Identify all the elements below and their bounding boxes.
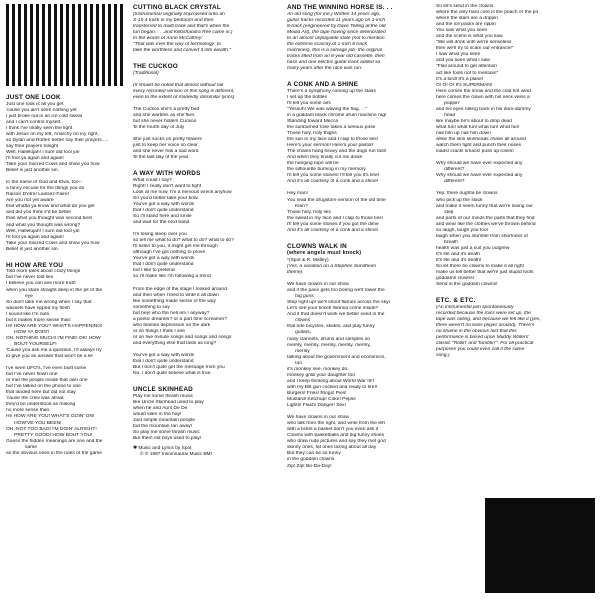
lyric-line: merrily <box>287 348 310 354</box>
lyric-line: the sweat in my face and I clap to those lies! <box>287 215 383 221</box>
lyric-line: skinny ones, fat ones lazing about all day <box>287 445 377 451</box>
lyric-line: HI! HOW ARE YOU! WHAT'S GOIN' ON! <box>6 414 95 420</box>
lyric-line: a poetic dreamer? or a part time screamer? <box>133 316 228 322</box>
lyric-line: that I don't quite understand <box>133 207 194 213</box>
lyric-line: although I've got nothing to prove <box>133 250 206 256</box>
lyric-line: In the words of Anne McCaffrey: <box>133 35 203 41</box>
lyric-line: and if the pace gets too boring we'll lower the <box>287 288 385 294</box>
song-title2-clowns-walk-in: (where angels must knock) <box>287 250 362 257</box>
lyric-line: Well, Hallelujah! I sure did fool ya! <box>6 228 80 234</box>
lyric-line: Why should we have ever expected any <box>436 161 523 167</box>
lyric-line: From the edge of the stage I looked around <box>133 286 227 292</box>
lyric-line: Those holy, holy thighs <box>287 130 337 136</box>
lyric-line: but hey! who the hell am I anyway? <box>133 310 210 316</box>
note-cutting-black-crystal <box>133 12 278 54</box>
lyric-line: health was just a suit you outgrew <box>436 245 510 251</box>
lyric-line: the silhouette burning in my memory <box>287 167 366 173</box>
lyrics-hi-how-are-you <box>6 269 124 456</box>
lyric-line: guitars, <box>287 330 312 336</box>
lyric-line: and parts of our minds the parts that they find <box>436 215 535 221</box>
lyric-line: like them old boys used to play! <box>133 436 202 442</box>
lyric-line: loads! crack! smack! push up roses! <box>436 149 514 155</box>
lyric-line: "Yessuh! We was waving the flag. . ." <box>287 106 368 112</box>
lyric-line: The chains hang heavy and the dogs run fast! <box>287 149 387 155</box>
lyric-line: the sun in my face and I clap to those lies! <box>287 137 379 143</box>
lyric-line: with my BB gun cocked and ready to fire!! <box>287 384 378 390</box>
lyric-line: wassels have ripped my flesh <box>6 305 70 311</box>
lyric-line: Clowns with basketballs and big funny shoes <box>287 433 385 439</box>
lyric-line: I'm losing sleep over you <box>133 232 187 238</box>
lyric-line: so Dylan and Rotten better say their prayers..... <box>6 137 109 143</box>
lyric-line: big guns <box>287 294 314 300</box>
lyric-line: when he and Aunt De De <box>133 405 188 411</box>
song-title-hi-how-are-you: HI HOW ARE YOU <box>6 261 64 269</box>
lyric-line: a fancy excuse for the things you do <box>6 186 85 192</box>
lyric-line: And it's all courtesy of a conk and a shine! <box>287 179 379 185</box>
lyric-line: who draw rude pictures and say they met god <box>287 439 386 445</box>
song-title-conk-and-shine: A CONK AND A SHINE <box>287 81 359 89</box>
lyric-line: 'cause the crew was afraid <box>6 396 64 402</box>
lyric-line: that whatta ya know and what do you get <box>6 204 95 210</box>
lyric-line: BOUT YOURSELF! <box>6 341 57 347</box>
striped-graphic <box>6 4 124 86</box>
lyric-line: something to say <box>133 304 170 310</box>
song-title-uncle-skinhead: UNCLE SKINHEAD <box>133 386 193 394</box>
lyrics-a-way-with-words <box>133 178 278 378</box>
lyrics-the-cuckoo <box>133 107 278 161</box>
lyric-line: tape was rolling, and because we felt like it (yes, <box>436 316 541 322</box>
lyric-line: different? <box>436 167 465 173</box>
lyric-line: HOW YA DOIN'! <box>6 329 50 335</box>
lyric-line: watch them fight and punch their noses <box>436 143 522 149</box>
column-3 <box>287 4 427 470</box>
lyric-line: goddamn clowns! <box>436 276 475 282</box>
lyric-line: Those holy, holy lies <box>287 209 331 215</box>
lyric-line: Right! I really don't want to fight <box>133 183 202 189</box>
lyric-line: while the skin skinheads chase all around <box>436 137 526 143</box>
lyric-line: Just simple mountain people <box>133 418 195 424</box>
lyric-line: make us tell better that we're just stupid fools <box>436 270 534 276</box>
lyric-line: who blames depression on the dark <box>133 322 211 328</box>
lyric-line: where the only hard core is the peach or the pit <box>436 10 538 16</box>
lyric-line: I think I've finally seen the light <box>6 125 73 131</box>
lyric-line: no shame in the obvious fact that this <box>436 328 517 334</box>
lyric-line: there weren't no bass player around). There's <box>436 322 535 328</box>
lyric-line: (An instrumental jam spontaneously <box>436 304 514 310</box>
lyric-line: You read the drugstore version of the old time <box>287 197 386 203</box>
lyric-line: where the stars are a drippin <box>436 16 498 22</box>
lyric-line: I'll listen to you, it might get me through <box>133 244 218 250</box>
lyric-line: Raison D'etre! Laissez-Faire! <box>6 192 69 198</box>
lyric-line: Here comes the snow and the cold hot wind <box>436 88 531 94</box>
lyric-line: I'll tell you some stories if you got the dime <box>287 221 379 227</box>
lyric-line: then we'll try to scam our entrance!" <box>436 46 514 52</box>
lyric-line: like Uncle Skinhead used to play <box>133 399 204 405</box>
song-title-just-one-look: JUST ONE LOOK <box>6 94 61 101</box>
black-square-graphic <box>485 498 595 593</box>
lyric-line: and wait for the next band <box>133 220 190 226</box>
lyric-line: than what you thought was second best <box>6 216 92 222</box>
lyric-line: or on things I think I see <box>133 328 185 334</box>
lyric-line: with Jesus on my left, Anarchy on my right, <box>6 131 99 137</box>
lyric-line: You saw what you seen <box>436 28 488 34</box>
lyric-line: HI! HOW ARE YOU? WHAT'S HAPPENING! <box>6 323 103 329</box>
lyric-line: Hey man! <box>287 191 308 197</box>
lyric-line: (It should be noted that almost without fail <box>133 82 224 88</box>
lyric-line: but it makes more sense than: <box>6 317 72 323</box>
lyric-line: So you'd better take your bow. <box>133 195 199 201</box>
lyric-line: and the ice packs are rippin <box>436 22 496 28</box>
song-title-clowns-walk-in: CLOWNS WALK IN <box>287 242 347 250</box>
lyric-line: and did you think it'd be better <box>6 210 72 216</box>
lyric-line: different? <box>436 179 465 185</box>
lyric-line: Told more tales about crazy things <box>6 269 81 275</box>
lyric-line: clowns <box>287 318 311 324</box>
lyric-line: and his eyes rolling back in his dum-dummy <box>436 106 531 112</box>
lyric-line: theme) <box>287 270 303 276</box>
lyric-line: Belief is just another sin. <box>6 246 60 252</box>
lyric-line: here comes the clown with his neck veins a <box>436 94 530 100</box>
lyric-line: who talk from the right, and write from the left <box>287 421 385 427</box>
lyric-line: what fun! what fun! what fun! what fun! <box>436 124 520 130</box>
song-title-etc: ETC. & ETC. <box>436 297 476 305</box>
lyric-line: OH, NOT TOO BAD! I'M DOIN' ALRIGHT! <box>6 426 97 432</box>
lyric-line: act like fools not to mention!" <box>436 70 499 76</box>
lyric-line: to give you an answer that won't be a lie <box>6 354 93 360</box>
lyric-line: but I've never flown one <box>6 372 58 378</box>
song-credit-clowns-walk-in: *(Spot & R. Malley) <box>287 257 329 263</box>
lyric-line: they'd be understood as making <box>6 402 76 408</box>
lyric-line: and I can't control myself. <box>6 119 62 125</box>
lyric-line: So play me some thrash music <box>133 430 200 436</box>
lyric-line: same <box>6 444 37 450</box>
lyric-line: monkey grab your daughter too <box>287 372 355 378</box>
star-icon: ✱ <box>133 446 138 452</box>
lyric-line: that ride bicycles, skates, and play funny <box>287 324 375 330</box>
lyrics-uncle-skinhead <box>133 394 278 442</box>
lyric-line: breath <box>436 239 459 245</box>
lyric-line: Yep, there oughta be clowns <box>436 191 498 197</box>
lyric-line: it's monkey see, monkey do, <box>287 366 349 372</box>
lyric-line: step <box>436 209 454 215</box>
lyric-line: or met the people inside that own one <box>6 378 88 384</box>
lyric-line: No, I don't quite believe what is true. <box>133 371 212 377</box>
lyric-line: O! O! O! It's SUPERMAN! <box>436 82 493 88</box>
lyric-line: We have clowns in our show <box>287 282 349 288</box>
lyric-line: 'cause you ain't seen nothing yet <box>6 107 77 113</box>
lyric-line: that I don't quite understand <box>133 359 194 365</box>
lyric-line: but I've talked on the phone to one <box>6 384 81 390</box>
lyric-line: and what you thought was wrong? <box>6 222 81 228</box>
lyric-line: and the scene is what you saw <box>436 34 503 40</box>
lyric-line: We have clowns in our show <box>287 415 349 421</box>
lyric-line: In the name of God and Elvis, too-- <box>6 180 82 186</box>
lyric-line: and she warbles as she flies <box>133 112 195 118</box>
lyric-line: 'Cause you ask me a question, I'll always try <box>6 347 102 353</box>
note-the-cuckoo <box>133 83 278 101</box>
lyric-line: purposes you could even call it the same <box>436 347 525 353</box>
lyric-line: So let's send in the clowns <box>436 4 494 9</box>
lyric-line: Why should we have ever expected any <box>436 173 523 179</box>
lyric-line: (Instrumental originally improvised onto an <box>133 11 225 17</box>
lyric-line: tracks lifted from an 8-year old cassette, then <box>287 53 385 59</box>
lyric-line: song.) <box>436 353 450 359</box>
lyric-line: But they can be so funny <box>287 451 341 457</box>
lyric-line: Play me some thrash music <box>133 393 194 399</box>
lyric-line: noisy clarinets, drums and samples so <box>287 336 370 342</box>
lyric-line: but I like to pretend <box>133 268 175 274</box>
lyric-line: so I'll make like I'm following a trend <box>133 274 211 280</box>
lyric-line: so tell me what to do? what to do? what to do? <box>133 238 234 244</box>
lyric-line: would slam in the hay! <box>133 412 182 417</box>
lyric-line: no more sense than: <box>6 408 51 414</box>
lyric-line: Take your Sacred Cows and show you how <box>6 162 100 168</box>
lyric-line: 'til the last day of the year <box>133 155 189 161</box>
lyric-line: performance is based upon Muddy Waters' <box>436 335 529 341</box>
lyric-line: with a ticket a basket don't you even ask it <box>287 427 379 433</box>
lyric-line: An old song (for me.) Written 14 years ago, <box>287 11 381 17</box>
lyric-line: recorded because the mics were set up, the <box>436 310 531 316</box>
lyric-line: Media Art), the tape having since deteriorated <box>287 29 386 35</box>
lyric-line: bass and one electric guitar track added so <box>287 59 381 65</box>
lyric-line: the hanging rope will be <box>287 161 339 167</box>
lyric-line: (Yes, a variation on a Stephen Sondheim <box>287 264 376 270</box>
lyric-line: It's a bird! It's a plane! <box>436 76 484 82</box>
lyric-line: and then when I tried to write it all down <box>133 292 219 298</box>
lyric-line: You've got a way with words <box>133 201 195 207</box>
lyric-line: eye <box>6 293 33 299</box>
lyric-line: It's life and it's death! <box>436 257 482 263</box>
lyric-line: I'll tell you some stories! I'll tell you it's fine! <box>287 173 380 179</box>
lyric-line: Klan? <box>287 203 308 209</box>
lyric-line: in the goddam clowns <box>287 457 335 463</box>
lyric-line: What could I say? <box>133 177 172 183</box>
lyric-line: classic "Rollin' and Tumblin'". For all practical <box>436 341 534 347</box>
lyric-line: I sound like I'm nuts <box>6 311 50 317</box>
lyric-line: the sunburned rose takes a serious pose <box>287 124 376 130</box>
lyric-line: and wear like the clothes we've thrown behind <box>436 221 536 227</box>
lyric-line: and make it seem funny that we're losing our <box>436 203 533 209</box>
lyric-line: 'til the fourth day of July <box>133 124 185 130</box>
lyric-line: Zip! Zip! Be-Da-Day! <box>287 463 332 469</box>
lyric-line: Standing toward Mecca <box>287 118 339 124</box>
lyric-line: Take your Sacred Cows and show you how <box>6 240 100 246</box>
lyric-line: 8-track (engineered by Dave Telling at the old <box>287 23 386 29</box>
note-etc <box>436 305 594 359</box>
lyric-line: every recorded version of this song is different, <box>133 88 235 94</box>
lyric-line: and I keep thinking about World War III!! <box>287 378 374 384</box>
lyric-line: I'll tell you some airs <box>287 100 331 106</box>
lyric-line: when you stare straight deep in the pit of the <box>6 287 103 293</box>
lyric-line: but the mountain ran away! <box>133 424 192 430</box>
lyric-line: Well, Hallelujah! I sure did fool ya! <box>6 149 80 155</box>
lyric-line: Belief is just another sin. <box>6 168 60 174</box>
lyric-line: But I don't quite get the message from you <box>133 365 225 371</box>
lyric-line: even to the extent of markedly dissimilar lyrics) <box>133 94 235 100</box>
lyric-line: The Cuckoo she's a pretty bird <box>133 106 200 112</box>
lyric-line: but I've never told lies <box>6 275 54 281</box>
song-title-cutting-black-crystal: CUTTING BLACK CRYSTAL <box>133 4 221 11</box>
lyric-line: too <box>287 360 302 366</box>
lyric-line: say their prayers tonight <box>6 143 59 149</box>
lyrics-conk-and-shine <box>287 89 427 234</box>
lyric-line: And if that doesn't work we better send in the <box>287 312 385 318</box>
lyrics-just-one-look <box>6 102 124 253</box>
credits-line-2: © ℗ 1987 Insomnaurai Music BMI <box>140 452 212 458</box>
song-subtitle-the-cuckoo: (Traditional) <box>133 70 159 76</box>
lyric-line: "That was ever the way of technology: to <box>133 41 221 47</box>
note-clowns-walk-in <box>287 264 427 276</box>
lyric-line: but she never hollers Cuckoo <box>133 118 197 124</box>
lyric-line: I'll fool ya again and again! <box>6 234 64 240</box>
lyric-line: You've got a way with words <box>133 256 195 262</box>
lyric-line: the extreme scarcity of 1-inch 8 track <box>287 41 367 47</box>
lyric-line: and everything else that lasts as long? <box>133 340 217 346</box>
lyric-line: to an almost unplayable state (not to mention <box>287 35 385 41</box>
lyric-line: I've seen UFO's, I've even built some <box>6 366 87 372</box>
lyric-line: like something made sense of the way <box>133 298 216 304</box>
lyric-line: just to keep her voice so clear <box>133 142 198 148</box>
lyric-line: nail him up nail him down <box>436 130 491 136</box>
lyric-line: and she never has a sad word <box>133 149 199 155</box>
lyric-line: so laugh, laugh you fool <box>436 227 488 233</box>
lyric-line: PRETTY GOOD! HOW BOUT YOU! <box>6 432 93 438</box>
column-4 <box>436 4 594 359</box>
lyric-line: "Flail around to get attention <box>436 64 498 70</box>
lyric-line: machines), this is a salvage job- the original <box>287 47 382 53</box>
lyric-line: I just broke out in an ice cold sweat <box>6 113 83 119</box>
lyric-line: OH, NOTHING MUCH! I'M FINE! OK! HOW <box>6 335 101 341</box>
lyric-line: and you seen what I saw <box>436 58 490 64</box>
lyric-line: Step right up! we'll shoot flames across the sky! <box>287 300 390 306</box>
lyric-line: I saw what you seen <box>436 52 481 58</box>
lyric-line: transferred to multi track and that's when the <box>133 23 230 29</box>
lyric-line: So let there be clowns to make it all right <box>436 264 524 270</box>
lyric-line: Are you not yet aware <box>6 198 54 204</box>
lyric-line: that landed here but did not stay <box>6 390 76 396</box>
note-winning-horse <box>287 12 427 72</box>
lyric-line: like maybe he's about to drop dead <box>436 118 512 124</box>
lyric-line: Mustard! Ketchup! Coke! Pepsi! <box>287 397 356 402</box>
lyric-line: Lights! Flash! Danger! Sex! <box>287 403 346 409</box>
lyric-line: So I'll stand here and smile <box>133 214 192 219</box>
lyric-line: HOW'VE YOU BEEN! <box>6 420 62 426</box>
lyric-line: Send in the goddam clowns! <box>436 282 498 288</box>
lyric-line: merrily, merrily, merrily, merrily, merrily, <box>287 342 371 348</box>
lyric-line: So don't take me wrong when I say that <box>6 299 92 305</box>
column-2 <box>133 4 278 458</box>
credits-line-1: Music and Lyrics by Spot <box>138 446 192 452</box>
lyric-line: I believe you can see more truth <box>6 281 76 287</box>
lyric-line: take the worthless and convert it into wealth." <box>133 47 231 53</box>
lyric-line: Guess the hidden meanings are one and the <box>6 438 103 444</box>
song-title-the-cuckoo: THE CUCKOO <box>133 62 178 70</box>
lyric-line: in a goddam black chrome drum machine rag! <box>287 112 387 118</box>
lyric-line: It's life and it's death <box>436 251 481 257</box>
lyric-line: She just sucks on pretty flowers <box>133 136 202 142</box>
lyric-line: talking about the government and economics, <box>287 354 386 360</box>
lyric-line: guitar tracks recorded 11 years ago on 1-inch <box>287 17 386 23</box>
lyric-line: that I don't quite understand <box>133 262 194 268</box>
lyric-line: many years after the race was run. <box>287 66 363 72</box>
lyrics-clowns-walk-in <box>287 282 427 469</box>
lyric-line: fun began. . . .and Killoshandra Ree came in.) <box>133 29 233 35</box>
lyric-line: You've got a way with words <box>133 353 195 359</box>
lyric-line: There's a symphony coming up the stairs <box>287 88 377 94</box>
column-1 <box>6 94 124 457</box>
lyric-line: And it's all courtesy of a conk and a shine! <box>287 227 379 233</box>
lyrics-send-in-the-clowns <box>436 4 594 288</box>
song-title-winning-horse: AND THE WINNING HORSE IS. . . <box>287 4 393 11</box>
song-title-a-way-with-words: A WAY WITH WORDS <box>133 170 201 178</box>
lyric-line: X-15 4 track in my bedroom and then <box>133 17 214 23</box>
lyric-line: Just one look is all you get <box>6 101 64 107</box>
credits <box>133 446 278 458</box>
lyric-line: head <box>436 112 456 118</box>
lyric-line: who pick up the slack <box>436 197 483 203</box>
lyric-line: I set up the bottles <box>287 94 327 100</box>
lyric-line: poppin' <box>436 100 460 106</box>
lyric-line: Burgers! Fries! Rings! Pies! <box>287 390 347 396</box>
lyric-line: Here's your sermon! Here's your pastor! <box>287 143 374 149</box>
lyric-line: Look at me now, I'm a nervous wreck anyhow <box>133 189 232 195</box>
lyric-line: "We will drink until we're senseless <box>436 40 512 46</box>
lyric-line: laugh when you stumble from shortness of <box>436 233 528 239</box>
lyric-line: And when they finally cut me down <box>287 155 363 161</box>
lyric-line: as the obvious ones in the rules of the game <box>6 450 102 456</box>
lyric-line: or on five minute songs and songs and songs <box>133 334 232 340</box>
lyric-line: Let's see your ticket! Wanna come inside? <box>287 306 379 312</box>
lyric-line: I'll fool ya again and again! <box>6 156 64 162</box>
